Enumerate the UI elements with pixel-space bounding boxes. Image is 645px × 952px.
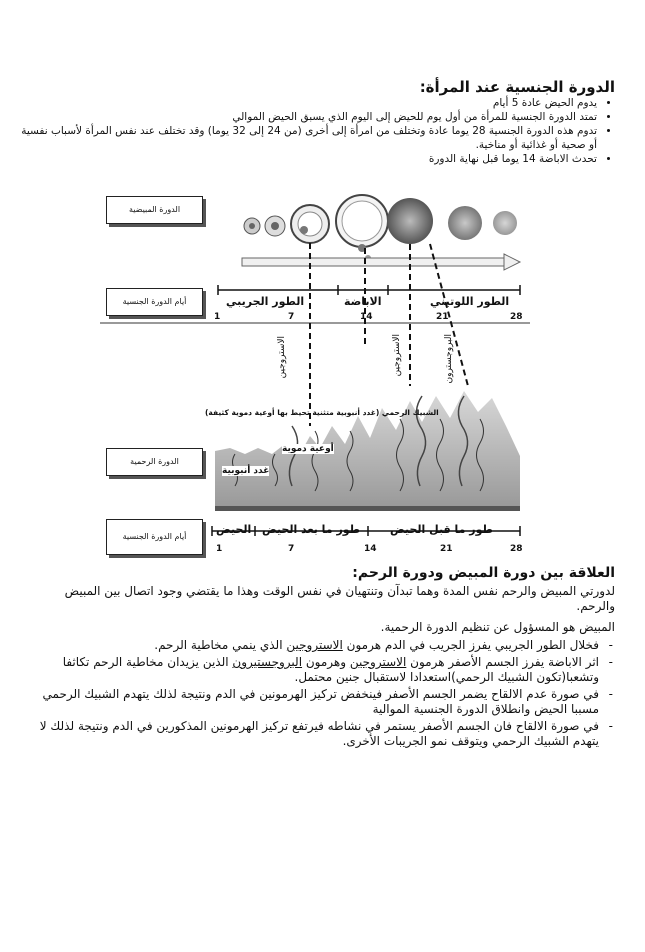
intro-paragraph: لدورتي المبيض والرحم نفس المدة وهما تبدآن وتنتهيان في نفس الوقت وهذا ما يقتضي وجود اتصال بين المبيض والرحم. xyxy=(64,584,615,613)
day-number: 1 xyxy=(216,544,223,554)
follicle-stages xyxy=(244,195,517,261)
progesterone-label: البروجسترون xyxy=(444,334,454,384)
tubular-glands-annotation: غدد أنبوبية xyxy=(222,466,270,476)
uterine-cycle-label: الدورة الرحمية xyxy=(106,448,203,476)
pre-menstrual-label: طور ما قبل الحيض xyxy=(390,523,493,536)
list-item: - في صورة الالقاح فان الجسم الأصفر يستمر في نشاطه فيرتفع تركيز الهرمونين المذكورين في الدم ونتيجة لذلك لا يتهدم الشبيك الرحمي ويتوقف نمو الجريبات الأخرى. xyxy=(14,719,599,749)
uterine-days-label: أيام الدورة الجنسية xyxy=(106,519,203,555)
estrogen-label: الاستروجين xyxy=(392,334,402,377)
day-number: 1 xyxy=(214,312,221,322)
day-number: 21 xyxy=(436,312,449,322)
list-item xyxy=(14,638,599,653)
list-item: • تمتد الدورة الجنسية للمرأة من أول يوم للحيض إلى اليوم الذي يسبق الحيض الموالي xyxy=(12,110,597,124)
day-number: 21 xyxy=(440,544,453,554)
menstrual-cycle-diagram xyxy=(100,186,530,561)
estrogen-label: الاستروجين xyxy=(277,336,287,379)
ovarian-cycle-label: الدورة المبيضية xyxy=(106,196,203,224)
ovary-arrow xyxy=(242,258,504,266)
day-number: 14 xyxy=(364,544,377,554)
day-number: 14 xyxy=(360,312,373,322)
list-item: • تحدث الاباضة 14 يوما قبل نهاية الدورة xyxy=(12,152,597,166)
cycle-facts-list xyxy=(12,96,615,166)
menses-label: الحيض xyxy=(216,523,252,536)
ovulation-label: الاباضة xyxy=(344,295,382,308)
explanation-list xyxy=(14,638,615,751)
diagram-drawing xyxy=(100,186,530,561)
luteal-phase-label: الطور اللوتيني xyxy=(430,295,510,308)
text: الذي ينمي مخاطية الرحم. xyxy=(154,638,287,652)
hormone-term: الاستروجين xyxy=(349,655,407,669)
text: اثر الاباضة يفرز الجسم الأصفر هرمون xyxy=(406,655,599,669)
list-item: • يدوم الحيض عادة 5 أيام xyxy=(12,96,597,110)
hormone-term: البروجستيرون xyxy=(232,655,303,669)
ovarian-days-label: أيام الدورة الجنسية xyxy=(106,288,203,316)
day-number: 28 xyxy=(510,312,523,322)
list-item: - في صورة عدم الالقاح يضمر الجسم الأصفر فينخفض تركيز الهرمونين في الدم ونتيجة لذلك يتهدم الشبيك الرحمي مسببا الحيض وانطلاق الدورة الجنسية الموالية xyxy=(14,687,599,717)
text: فخلال الطور الجريبي يفرز الجريب في الدم هرمون xyxy=(342,638,599,652)
hormone-term: الاستروجين xyxy=(286,638,343,652)
day-number: 7 xyxy=(288,312,295,322)
page-title: الدورة الجنسية عند المرأة: xyxy=(419,78,615,96)
follicular-phase-label: الطور الجريبي xyxy=(226,295,305,308)
section-title: العلاقة بين دورة المبيض ودورة الرحم: xyxy=(352,565,615,581)
list-item xyxy=(14,655,599,685)
text: الذين يزيدان مخاطية الرحم تكاثفا وتشعبا(تكون الشبيك الرحمي)استعدادا لاستقبال جنين محتمل. xyxy=(62,655,599,684)
post-menstrual-label: طور ما بعد الحيض xyxy=(262,523,361,536)
blood-vessels-annotation: أوعية دموية xyxy=(282,444,334,454)
text: وهرمون xyxy=(302,655,350,669)
day-number: 7 xyxy=(288,544,295,554)
ovary-role-text: المبيض هو المسؤول عن تنظيم الدورة الرحمية. xyxy=(380,620,615,634)
day-number: 28 xyxy=(510,544,523,554)
uterine-lining-annotation: الشبيك الرحمي (غدد أنبوبية متثنية تحيط بها أوعية دموية كثيفة) xyxy=(205,408,439,417)
ovary-phase-brackets xyxy=(218,285,520,295)
list-item: • تدوم هذه الدورة الجنسية 28 يوما عادة وتختلف من امرأة إلى أخرى (من 24 إلى 32 يوما) وقد تختلف عند نفس المرأة لأسباب نفسية أو صحية أو غذائية أو مناخية. xyxy=(12,124,597,152)
